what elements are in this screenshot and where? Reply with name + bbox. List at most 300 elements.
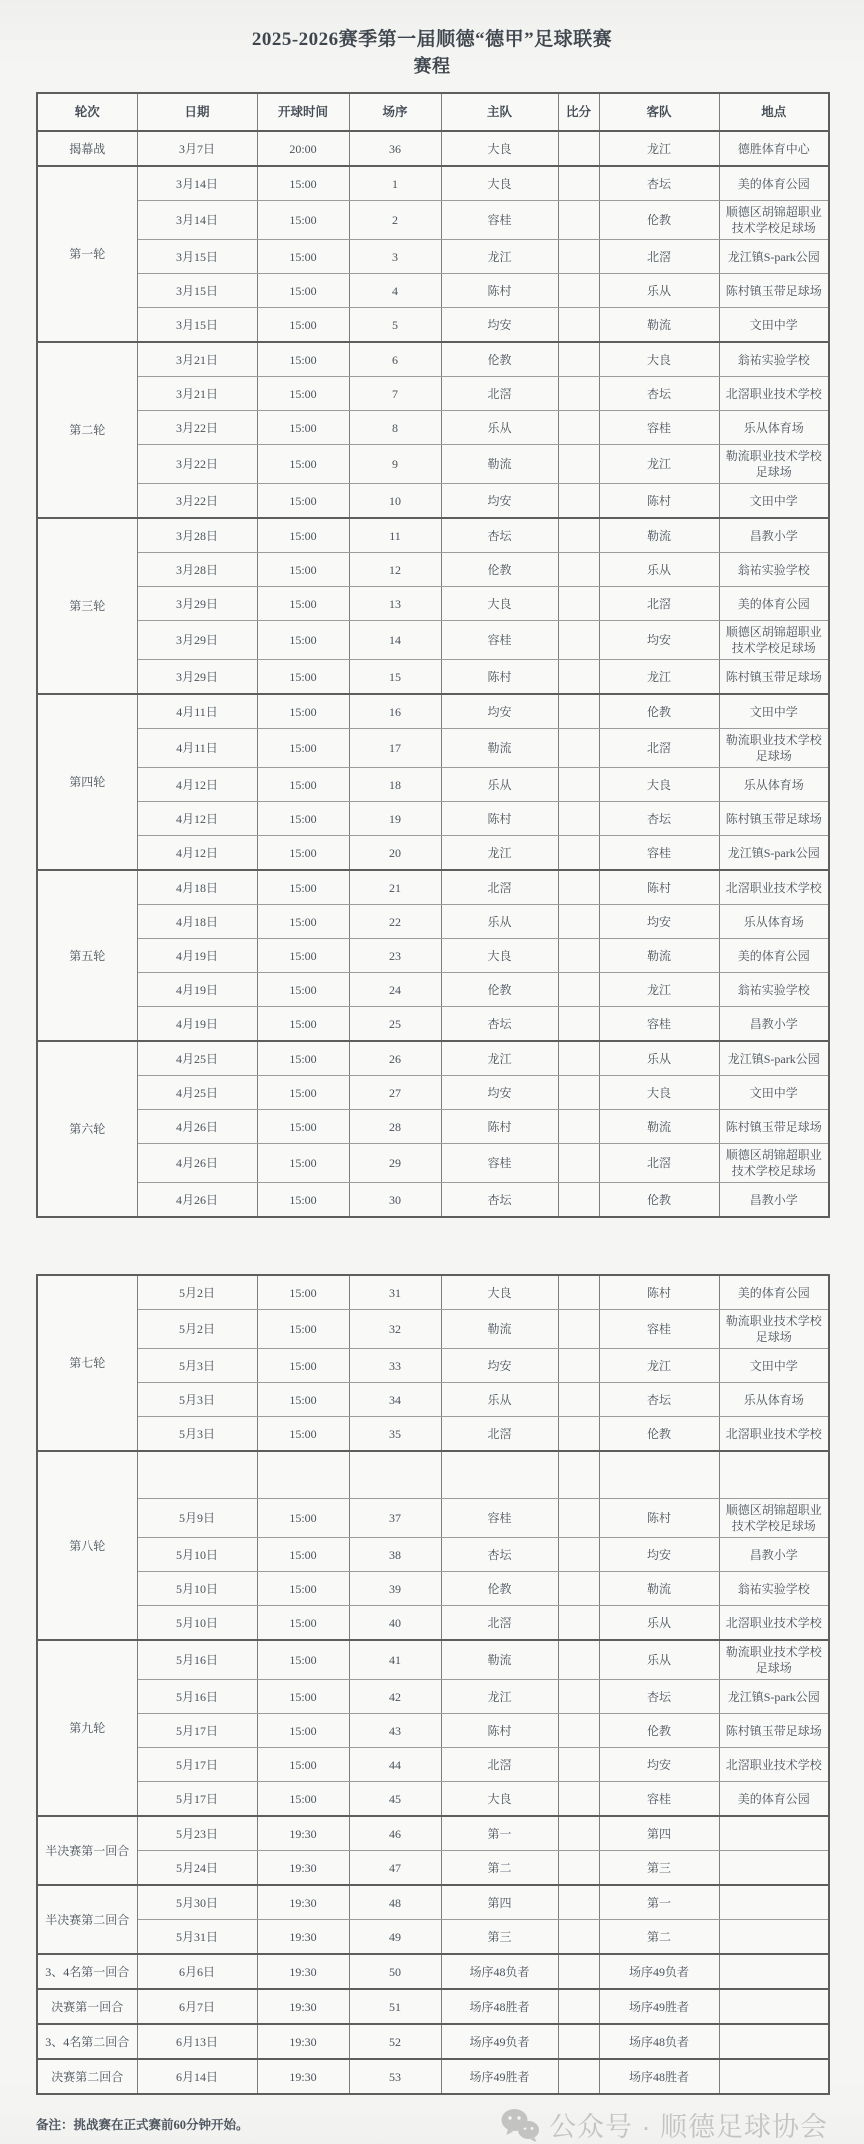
match-number: 46: [349, 1816, 441, 1851]
match-row: [37, 1954, 829, 1989]
match-score: [558, 1076, 599, 1110]
match-number: 33: [349, 1349, 441, 1383]
match-number: 53: [349, 2059, 441, 2094]
match-number: 43: [349, 1714, 441, 1748]
match-date: 6月13日: [137, 2024, 257, 2059]
away-team: 乐从: [599, 553, 719, 587]
match-venue: [719, 1954, 829, 1989]
home-team: 第四: [441, 1885, 558, 1920]
match-kickoff-time: 15:00: [257, 201, 349, 240]
match-score: [558, 518, 599, 553]
away-team: 场序48胜者: [599, 2059, 719, 2094]
away-team: 龙江: [599, 445, 719, 484]
match-date: 5月30日: [137, 1885, 257, 1920]
away-team: 大良: [599, 1076, 719, 1110]
home-team: 勒流: [441, 445, 558, 484]
match-venue: 昌教小学: [719, 1538, 829, 1572]
match-score: [558, 1499, 599, 1538]
match-score: [558, 411, 599, 445]
home-team: 容桂: [441, 1144, 558, 1183]
home-team: 北滘: [441, 1417, 558, 1452]
away-team: 伦教: [599, 1714, 719, 1748]
match-venue: 陈村镇玉带足球场: [719, 274, 829, 308]
match-venue: [719, 1816, 829, 1851]
away-team: [599, 1451, 719, 1499]
match-kickoff-time: 15:00: [257, 939, 349, 973]
match-score: [558, 1851, 599, 1886]
match-date: 4月11日: [137, 694, 257, 729]
round-label: 决赛第一回合: [37, 1989, 137, 2024]
match-kickoff-time: 15:00: [257, 1538, 349, 1572]
match-kickoff-time: 15:00: [257, 621, 349, 660]
match-row: [37, 484, 829, 519]
match-date: 4月25日: [137, 1076, 257, 1110]
match-row: [37, 939, 829, 973]
table-gap: [36, 1218, 828, 1274]
away-team: 容桂: [599, 1782, 719, 1817]
column-header: 比分: [558, 93, 599, 131]
match-score: [558, 802, 599, 836]
match-row: [37, 1782, 829, 1817]
home-team: 均安: [441, 484, 558, 519]
round-label: 第八轮: [37, 1451, 137, 1640]
match-venue: 美的体育公园: [719, 939, 829, 973]
match-date: 3月15日: [137, 274, 257, 308]
match-venue: 翁祐实验学校: [719, 973, 829, 1007]
match-date: 3月15日: [137, 240, 257, 274]
away-team: 龙江: [599, 131, 719, 166]
home-team: 勒流: [441, 729, 558, 768]
match-number: 16: [349, 694, 441, 729]
match-kickoff-time: 15:00: [257, 1714, 349, 1748]
match-row: [37, 1851, 829, 1886]
match-kickoff-time: 15:00: [257, 836, 349, 871]
match-date: 5月16日: [137, 1640, 257, 1680]
match-score: [558, 1748, 599, 1782]
home-team: 大良: [441, 1275, 558, 1310]
match-kickoff-time: 15:00: [257, 1417, 349, 1452]
match-number: 10: [349, 484, 441, 519]
match-score: [558, 274, 599, 308]
match-score: [558, 973, 599, 1007]
wechat-icon: [499, 2107, 541, 2143]
home-team: 勒流: [441, 1310, 558, 1349]
match-score: [558, 342, 599, 377]
match-date: 3月14日: [137, 201, 257, 240]
match-row: [37, 1110, 829, 1144]
match-venue: 文田中学: [719, 694, 829, 729]
match-venue: 翁祐实验学校: [719, 553, 829, 587]
away-team: 容桂: [599, 1310, 719, 1349]
title-line-2: 赛程: [413, 56, 451, 76]
match-kickoff-time: 15:00: [257, 1782, 349, 1817]
match-kickoff-time: 15:00: [257, 802, 349, 836]
match-kickoff-time: 15:00: [257, 587, 349, 621]
match-score: [558, 587, 599, 621]
match-score: [558, 2059, 599, 2094]
match-venue: 文田中学: [719, 1349, 829, 1383]
match-kickoff-time: 19:30: [257, 1816, 349, 1851]
home-team: 大良: [441, 1782, 558, 1817]
match-score: [558, 131, 599, 166]
match-score: [558, 445, 599, 484]
home-team: 场序49胜者: [441, 2059, 558, 2094]
match-row: [37, 445, 829, 484]
home-team: 北滘: [441, 870, 558, 905]
match-venue: 顺德区胡锦超职业技术学校足球场: [719, 1144, 829, 1183]
round-label: 第一轮: [37, 166, 137, 342]
match-kickoff-time: 19:30: [257, 1954, 349, 1989]
away-team: 伦教: [599, 201, 719, 240]
match-number: 25: [349, 1007, 441, 1042]
away-team: 勒流: [599, 1572, 719, 1606]
match-score: [558, 1383, 599, 1417]
match-venue: 乐从体育场: [719, 768, 829, 802]
home-team: [441, 1451, 558, 1499]
match-score: [558, 240, 599, 274]
away-team: 杏坛: [599, 1383, 719, 1417]
match-venue: 龙江镇S-park公园: [719, 1680, 829, 1714]
match-score: [558, 621, 599, 660]
match-venue: 北滘职业技术学校: [719, 1417, 829, 1452]
match-venue: 北滘职业技术学校: [719, 870, 829, 905]
match-date: 3月21日: [137, 342, 257, 377]
home-team: 伦教: [441, 553, 558, 587]
home-team: 第一: [441, 1816, 558, 1851]
match-date: 4月18日: [137, 870, 257, 905]
home-team: 龙江: [441, 836, 558, 871]
match-score: [558, 1144, 599, 1183]
match-row: [37, 1572, 829, 1606]
match-number: 1: [349, 166, 441, 201]
match-row: [37, 836, 829, 871]
match-venue: 龙江镇S-park公园: [719, 1041, 829, 1076]
match-score: [558, 1572, 599, 1606]
match-score: [558, 1714, 599, 1748]
match-number: 12: [349, 553, 441, 587]
away-team: 伦教: [599, 694, 719, 729]
match-score: [558, 1816, 599, 1851]
match-kickoff-time: 15:00: [257, 411, 349, 445]
match-venue: 乐从体育场: [719, 411, 829, 445]
match-number: 39: [349, 1572, 441, 1606]
match-kickoff-time: 15:00: [257, 1499, 349, 1538]
match-score: [558, 1989, 599, 2024]
match-kickoff-time: 15:00: [257, 729, 349, 768]
away-team: 伦教: [599, 1417, 719, 1452]
match-number: 52: [349, 2024, 441, 2059]
round-label: 第六轮: [37, 1041, 137, 1217]
match-date: 5月10日: [137, 1538, 257, 1572]
page-title: [0, 26, 864, 80]
match-venue: 美的体育公园: [719, 587, 829, 621]
away-team: 第三: [599, 1851, 719, 1886]
away-team: 第二: [599, 1920, 719, 1955]
match-kickoff-time: 15:00: [257, 870, 349, 905]
match-row: [37, 660, 829, 695]
match-venue: 北滘职业技术学校: [719, 1748, 829, 1782]
match-date: 3月29日: [137, 587, 257, 621]
match-row: [37, 240, 829, 274]
match-venue: 勒流职业技术学校足球场: [719, 1640, 829, 1680]
away-team: 杏坛: [599, 802, 719, 836]
match-row: [37, 2059, 829, 2094]
schedule-tables: [36, 92, 828, 2095]
match-number: 18: [349, 768, 441, 802]
home-team: 勒流: [441, 1640, 558, 1680]
match-kickoff-time: 19:30: [257, 1920, 349, 1955]
match-date: 4月19日: [137, 939, 257, 973]
match-venue: 乐从体育场: [719, 1383, 829, 1417]
away-team: 陈村: [599, 870, 719, 905]
match-row: [37, 587, 829, 621]
match-date: 4月26日: [137, 1144, 257, 1183]
title-line-1: 2025-2026赛季第一届顺德“德甲”足球联赛: [251, 29, 613, 50]
match-date: 6月14日: [137, 2059, 257, 2094]
match-kickoff-time: 15:00: [257, 1383, 349, 1417]
match-score: [558, 1451, 599, 1499]
match-number: 40: [349, 1606, 441, 1641]
match-row: [37, 973, 829, 1007]
match-venue: [719, 1885, 829, 1920]
match-date: 5月2日: [137, 1275, 257, 1310]
match-number: 41: [349, 1640, 441, 1680]
match-date: 3月22日: [137, 411, 257, 445]
match-row: [37, 1920, 829, 1955]
match-date: 4月26日: [137, 1110, 257, 1144]
wechat-account-label: 公众号 · 顺德足球协会: [549, 2112, 828, 2142]
column-header: 日期: [137, 93, 257, 131]
match-row: [37, 1041, 829, 1076]
round-label: 第三轮: [37, 518, 137, 694]
home-team: 乐从: [441, 905, 558, 939]
match-number: 31: [349, 1275, 441, 1310]
match-kickoff-time: 15:00: [257, 166, 349, 201]
match-kickoff-time: 15:00: [257, 377, 349, 411]
match-venue: 德胜体育中心: [719, 131, 829, 166]
page-footer: [32, 2105, 832, 2144]
match-number: 28: [349, 1110, 441, 1144]
match-number: 19: [349, 802, 441, 836]
match-number: 3: [349, 240, 441, 274]
match-kickoff-time: 15:00: [257, 1041, 349, 1076]
match-date: 5月24日: [137, 1851, 257, 1886]
match-date: 3月22日: [137, 445, 257, 484]
match-row: [37, 870, 829, 905]
match-row: [37, 1451, 829, 1499]
away-team: 北滘: [599, 1144, 719, 1183]
match-number: 45: [349, 1782, 441, 1817]
match-score: [558, 870, 599, 905]
home-team: 龙江: [441, 1041, 558, 1076]
match-date: 4月12日: [137, 802, 257, 836]
match-kickoff-time: 15:00: [257, 1144, 349, 1183]
match-row: [37, 1144, 829, 1183]
match-row: [37, 1538, 829, 1572]
match-number: 38: [349, 1538, 441, 1572]
match-score: [558, 939, 599, 973]
match-number: 37: [349, 1499, 441, 1538]
home-team: 乐从: [441, 411, 558, 445]
match-kickoff-time: [257, 1451, 349, 1499]
match-kickoff-time: 15:00: [257, 445, 349, 484]
match-venue: 北滘职业技术学校: [719, 377, 829, 411]
match-score: [558, 905, 599, 939]
match-date: 3月28日: [137, 518, 257, 553]
round-label: 第五轮: [37, 870, 137, 1041]
away-team: 杏坛: [599, 166, 719, 201]
match-date: 5月3日: [137, 1417, 257, 1452]
match-score: [558, 1680, 599, 1714]
home-team: 龙江: [441, 240, 558, 274]
match-venue: 美的体育公园: [719, 166, 829, 201]
match-date: 4月12日: [137, 836, 257, 871]
round-label: 第七轮: [37, 1275, 137, 1451]
match-number: 5: [349, 308, 441, 343]
match-number: 47: [349, 1851, 441, 1886]
match-score: [558, 1885, 599, 1920]
match-row: [37, 802, 829, 836]
match-row: [37, 411, 829, 445]
match-row: [37, 1007, 829, 1042]
column-header: 开球时间: [257, 93, 349, 131]
match-row: [37, 1183, 829, 1218]
match-date: 5月16日: [137, 1680, 257, 1714]
match-kickoff-time: 15:00: [257, 342, 349, 377]
away-team: 均安: [599, 1538, 719, 1572]
schedule-table-2: [36, 1274, 830, 2095]
away-team: 容桂: [599, 1007, 719, 1042]
match-row: [37, 274, 829, 308]
match-date: [137, 1451, 257, 1499]
home-team: 陈村: [441, 1714, 558, 1748]
match-number: 15: [349, 660, 441, 695]
away-team: 杏坛: [599, 377, 719, 411]
home-team: 陈村: [441, 274, 558, 308]
home-team: 容桂: [441, 621, 558, 660]
home-team: 大良: [441, 939, 558, 973]
match-number: 50: [349, 1954, 441, 1989]
match-kickoff-time: 15:00: [257, 1640, 349, 1680]
header-row: [37, 93, 829, 131]
wechat-account-banner: [499, 2105, 832, 2144]
away-team: 场序49胜者: [599, 1989, 719, 2024]
match-row: [37, 553, 829, 587]
home-team: 大良: [441, 166, 558, 201]
match-number: 34: [349, 1383, 441, 1417]
match-number: 24: [349, 973, 441, 1007]
round-label: 半决赛第一回合: [37, 1816, 137, 1885]
match-number: 51: [349, 1989, 441, 2024]
match-kickoff-time: 20:00: [257, 131, 349, 166]
match-date: 4月18日: [137, 905, 257, 939]
match-row: [37, 1989, 829, 2024]
match-venue: 昌教小学: [719, 518, 829, 553]
away-team: 大良: [599, 342, 719, 377]
match-date: 3月14日: [137, 166, 257, 201]
away-team: 勒流: [599, 1110, 719, 1144]
home-team: 均安: [441, 308, 558, 343]
away-team: 大良: [599, 768, 719, 802]
match-kickoff-time: 15:00: [257, 553, 349, 587]
match-number: 48: [349, 1885, 441, 1920]
round-label: 决赛第二回合: [37, 2059, 137, 2094]
match-number: 8: [349, 411, 441, 445]
match-score: [558, 694, 599, 729]
match-number: 35: [349, 1417, 441, 1452]
match-kickoff-time: 15:00: [257, 1606, 349, 1641]
home-team: 大良: [441, 587, 558, 621]
home-team: 场序48胜者: [441, 1989, 558, 2024]
match-number: [349, 1451, 441, 1499]
round-label: 3、4名第一回合: [37, 1954, 137, 1989]
away-team: 乐从: [599, 274, 719, 308]
away-team: 第一: [599, 1885, 719, 1920]
match-score: [558, 729, 599, 768]
match-score: [558, 1183, 599, 1218]
match-number: 29: [349, 1144, 441, 1183]
match-venue: 勒流职业技术学校足球场: [719, 1310, 829, 1349]
away-team: 陈村: [599, 1275, 719, 1310]
match-date: 5月17日: [137, 1748, 257, 1782]
match-row: [37, 1816, 829, 1851]
match-score: [558, 1538, 599, 1572]
match-number: 9: [349, 445, 441, 484]
away-team: 龙江: [599, 660, 719, 695]
match-number: 44: [349, 1748, 441, 1782]
match-number: 49: [349, 1920, 441, 1955]
away-team: 第四: [599, 1816, 719, 1851]
match-score: [558, 768, 599, 802]
match-date: 3月15日: [137, 308, 257, 343]
match-date: 4月26日: [137, 1183, 257, 1218]
away-team: 场序48负者: [599, 2024, 719, 2059]
away-team: 均安: [599, 905, 719, 939]
match-row: [37, 1680, 829, 1714]
away-team: 勒流: [599, 518, 719, 553]
match-row: [37, 1349, 829, 1383]
column-header: 场序: [349, 93, 441, 131]
match-row: [37, 621, 829, 660]
match-number: 17: [349, 729, 441, 768]
match-date: 4月12日: [137, 768, 257, 802]
match-number: 7: [349, 377, 441, 411]
match-kickoff-time: 15:00: [257, 1110, 349, 1144]
match-number: 11: [349, 518, 441, 553]
match-kickoff-time: 15:00: [257, 1349, 349, 1383]
home-team: 场序48负者: [441, 1954, 558, 1989]
match-venue: 勒流职业技术学校足球场: [719, 729, 829, 768]
away-team: 北滘: [599, 587, 719, 621]
match-score: [558, 1310, 599, 1349]
away-team: 容桂: [599, 836, 719, 871]
match-date: 6月6日: [137, 1954, 257, 1989]
match-row: [37, 342, 829, 377]
match-kickoff-time: 15:00: [257, 1076, 349, 1110]
match-row: [37, 377, 829, 411]
match-kickoff-time: 15:00: [257, 1748, 349, 1782]
match-venue: [719, 2024, 829, 2059]
match-kickoff-time: 15:00: [257, 905, 349, 939]
home-team: 北滘: [441, 377, 558, 411]
round-label: 揭幕战: [37, 131, 137, 166]
match-number: 6: [349, 342, 441, 377]
away-team: 杏坛: [599, 1680, 719, 1714]
match-score: [558, 1782, 599, 1817]
match-venue: 乐从体育场: [719, 905, 829, 939]
away-team: 场序49负者: [599, 1954, 719, 1989]
round-label: 半决赛第二回合: [37, 1885, 137, 1954]
